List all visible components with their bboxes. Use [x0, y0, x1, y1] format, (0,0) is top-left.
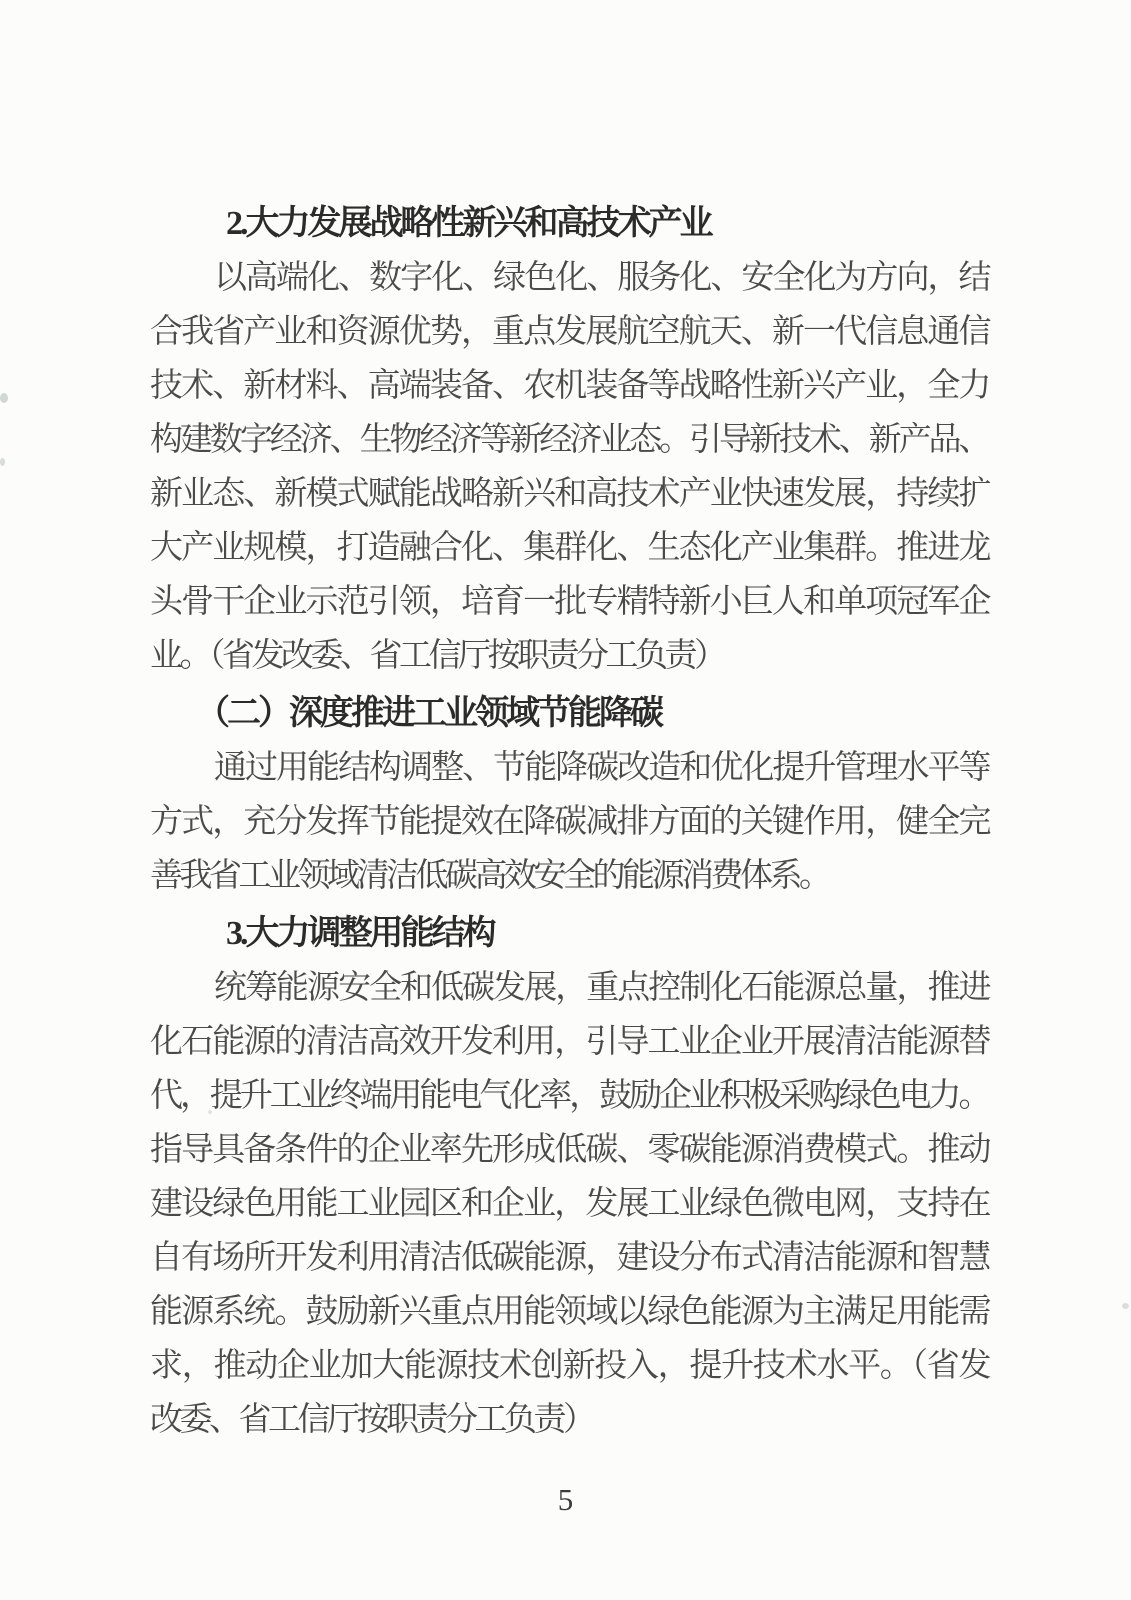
text-line: 化石能源的清洁高效开发利用，引导工业企业开展清洁能源替 — [150, 1024, 988, 1060]
text-line: 代，提升工业终端用能电气化率，鼓励企业积极采购绿色电力。 — [150, 1078, 988, 1114]
section-heading: 3.大力调整用能结构 — [226, 915, 494, 952]
text-line: 技术、新材料、高端装备、农机装备等战略性新兴产业，全力 — [150, 368, 988, 404]
text-line: 业。（省发改委、省工信厅按职责分工负责） — [150, 638, 724, 674]
scan-speck — [208, 1110, 212, 1114]
text-line: 能源系统。鼓励新兴重点用能领域以绿色能源为主满足用能需 — [150, 1294, 988, 1330]
scan-speck — [0, 393, 8, 403]
text-line: 改委、省工信厅按职责分工负责） — [150, 1402, 593, 1438]
section-heading: （二）深度推进工业领域节能降碳 — [196, 695, 661, 732]
section-heading: 2.大力发展战略性新兴和高技术产业 — [226, 205, 711, 242]
document-text-block — [150, 197, 988, 1447]
text-line: 统筹能源安全和低碳发展，重点控制化石能源总量，推进 — [214, 970, 988, 1006]
text-line: 以高端化、数字化、绿色化、服务化、安全化为方向，结 — [214, 260, 988, 296]
text-line: 头骨干企业示范引领，培育一批专精特新小巨人和单项冠军企 — [150, 584, 988, 620]
text-line: 方式，充分发挥节能提效在降碳减排方面的关键作用，健全完 — [150, 804, 988, 840]
text-line: 指导具备条件的企业率先形成低碳、零碳能源消费模式。推动 — [150, 1132, 988, 1168]
text-line: 新业态、新模式赋能战略新兴和高技术产业快速发展，持续扩 — [150, 476, 988, 512]
scan-speck — [0, 458, 5, 466]
text-line: 求，推动企业加大能源技术创新投入，提升技术水平。（省发 — [150, 1348, 988, 1384]
text-line: 大产业规模，打造融合化、集群化、生态化产业集群。推进龙 — [150, 530, 988, 566]
text-line: 建设绿色用能工业园区和企业，发展工业绿色微电网，支持在 — [150, 1186, 988, 1222]
text-line: 构建数字经济、生物经济等新经济业态。引导新技术、新产品、 — [150, 422, 988, 458]
text-line: 合我省产业和资源优势，重点发展航空航天、新一代信息通信 — [150, 314, 988, 350]
text-line: 通过用能结构调整、节能降碳改造和优化提升管理水平等 — [214, 750, 988, 786]
scan-speck — [1122, 1303, 1129, 1309]
page-number: 5 — [557, 1482, 574, 1517]
text-line: 善我省工业领域清洁低碳高效安全的能源消费体系。 — [150, 858, 829, 894]
text-line: 自有场所开发利用清洁低碳能源，建设分布式清洁能源和智慧 — [150, 1240, 988, 1276]
